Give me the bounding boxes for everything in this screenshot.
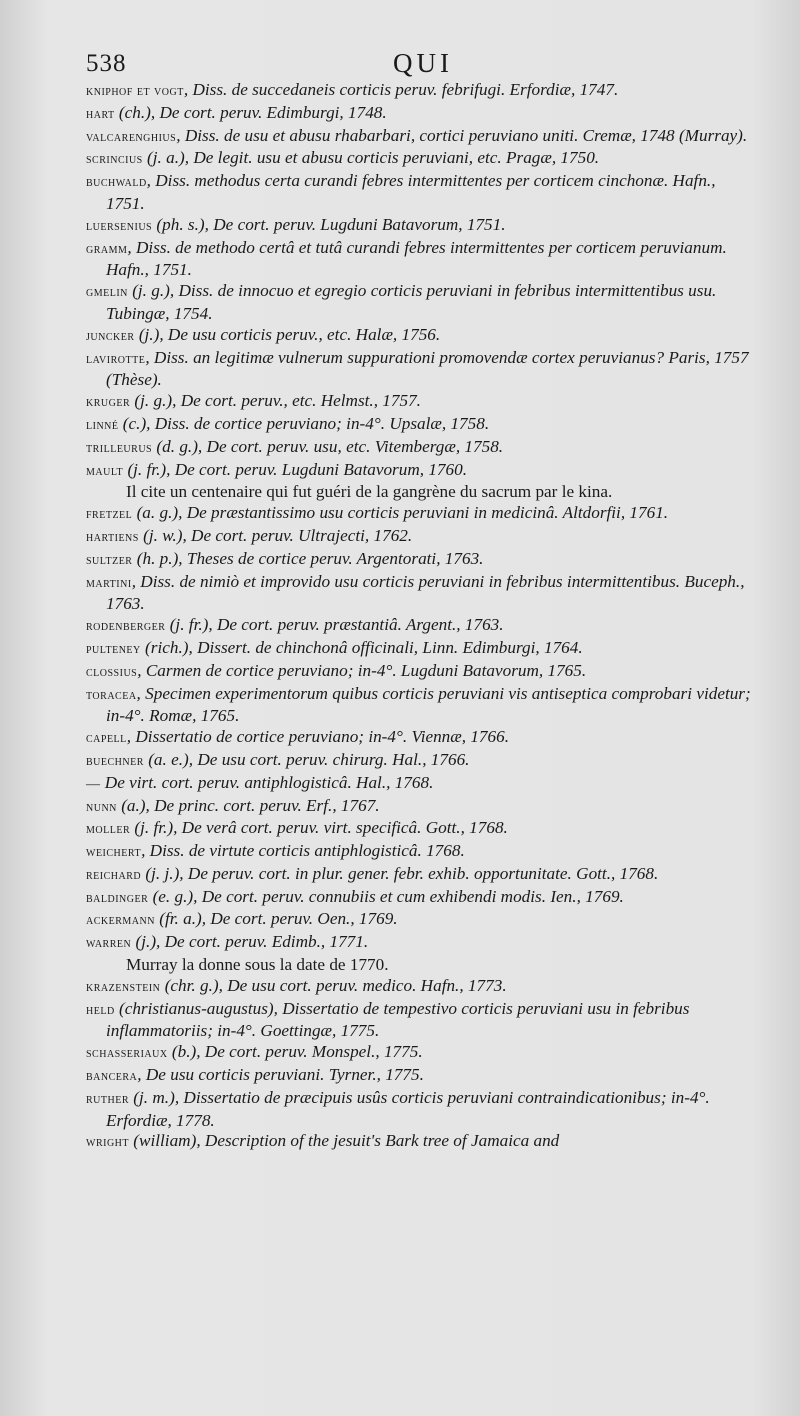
- entry-text: (ch.), De cort. peruv. Edimburgi, 1748.: [114, 102, 387, 122]
- entry-text: (c.), Diss. de cortice peruviano; in-4°. Upsalæ, 1758.: [118, 413, 490, 433]
- page-header: [86, 44, 760, 84]
- page-number: 538: [86, 50, 127, 77]
- entry-author: mault: [86, 463, 124, 479]
- running-head: QUI: [393, 48, 453, 78]
- entry-text: (ph. s.), De cort. peruv. Lugduni Batavorum, 1751.: [152, 214, 506, 234]
- entry-author: kniphof et vogt: [86, 84, 184, 99]
- entry-author: warren: [86, 936, 132, 952]
- entry-author: trilleurus: [86, 440, 153, 456]
- entry-author: ruther: [86, 1091, 129, 1107]
- entry-author: weichert: [86, 845, 142, 861]
- bibliography-entry: [86, 932, 758, 955]
- entry-text: (j. w.), De cort. peruv. Ultrajecti, 1762.: [138, 525, 413, 545]
- bibliography-list: [86, 80, 758, 1154]
- entry-author: bancera: [86, 1069, 138, 1085]
- bibliography-entry: [86, 80, 758, 103]
- bibliography-entry: [86, 909, 758, 932]
- entry-text: , Dissertatio de cortice peruviano; in-4°. Viennæ, 1766.: [126, 727, 510, 747]
- bibliography-entry: [86, 171, 758, 215]
- bibliography-entry: [86, 818, 758, 841]
- entry-author: toracea: [86, 687, 137, 703]
- entry-text: , Carmen de cortice peruviano; in-4°. Lugduni Batavorum, 1765.: [137, 660, 587, 680]
- entry-author: moller: [86, 822, 131, 838]
- entry-author: martini: [86, 575, 132, 591]
- entry-text: (j. fr.), De cort. peruv. Lugduni Batavorum, 1760.: [123, 459, 468, 479]
- bibliography-entry: [86, 750, 758, 773]
- entry-author: hartiens: [86, 529, 139, 545]
- entry-text: (j. fr.), De cort. peruv. præstantiâ. Argent., 1763.: [165, 615, 504, 635]
- entry-text: (b.), De cort. peruv. Monspel., 1775.: [167, 1042, 423, 1062]
- bibliography-entry: [86, 437, 758, 460]
- entry-text: (j.), De cort. peruv. Edimb., 1771.: [131, 932, 369, 952]
- entry-text: , Diss. de virtute corticis antiphlogisticâ. 1768.: [141, 841, 465, 861]
- entry-author: wright: [86, 1135, 129, 1151]
- bibliography-entry: [86, 1042, 758, 1065]
- entry-text: (j. j.), De peruv. cort. in plur. gener. febr. exhib. opportunitate. Gott., 1768.: [141, 863, 659, 883]
- entry-author: pulteney: [86, 641, 141, 657]
- bibliography-entry: [86, 864, 758, 887]
- bibliography-entry: [86, 148, 758, 171]
- bibliography-entry: [86, 126, 758, 149]
- entry-text: (christianus-augustus), Dissertatio de tempestivo corticis peruviani usu in febribus inflammatoriis; in-4°. Goettingæ, 1775.: [106, 998, 690, 1041]
- entry-author: baldinger: [86, 890, 149, 906]
- entry-text: (rich.), Dissert. de chinchonâ officinali, Linn. Edimburgi, 1764.: [140, 637, 583, 657]
- entry-text: , Diss. de succedaneis corticis peruv. febrifugi. Erfordiæ, 1747.: [183, 80, 619, 99]
- bibliography-entry: [86, 281, 758, 325]
- entry-author: clossius: [86, 664, 138, 680]
- bibliography-entry: [86, 976, 758, 999]
- bibliography-entry: [86, 887, 758, 910]
- bibliography-entry: [86, 391, 758, 414]
- entry-text: , Diss. de methodo certâ et tutâ curandi febres intermittentes per corticem peruvianum. Hafn., 1751.: [106, 237, 727, 280]
- entry-text: (a.), De princ. cort. peruv. Erf., 1767.: [116, 795, 380, 815]
- bibliography-entry: [86, 1088, 758, 1132]
- bibliography-entry: [86, 572, 758, 616]
- entry-author: fretzel: [86, 507, 133, 523]
- entry-text: (h. p.), Theses de cortice peruv. Argentorati, 1763.: [132, 548, 484, 568]
- bibliography-entry: [86, 727, 758, 750]
- bibliography-entry: [86, 684, 758, 728]
- bibliography-entry: [86, 841, 758, 864]
- entry-text: , Diss. an legitimæ vulnerum suppurationi promovendæ cortex peruvianus? Paris, 1757 (Thèse).: [106, 347, 749, 390]
- entry-text: , Diss. methodus certa curandi febres intermittentes per corticem cinchonæ. Hafn., 1751.: [106, 171, 716, 213]
- entry-note: Murray la donne sous la date de 1770.: [126, 955, 389, 975]
- entry-text: , Specimen experimentorum quibus corticis peruviani vis antiseptica comprobari videtur; in-4°. Romæ, 1765.: [106, 683, 751, 726]
- entry-text: (j.), De usu corticis peruv., etc. Halæ, 1756.: [134, 324, 441, 344]
- bibliography-entry: [86, 238, 758, 282]
- bibliography-entry: [86, 549, 758, 572]
- entry-text: (william), Description of the jesuit's Bark tree of Jamaica and: [129, 1131, 560, 1151]
- entry-author: luersenius: [86, 218, 153, 234]
- bibliography-entry: [86, 773, 758, 796]
- entry-text: (j. fr.), De verâ cort. peruv. virt. specificâ. Gott., 1768.: [130, 818, 508, 838]
- bibliography-entry: [86, 348, 758, 392]
- bibliography-entry: [86, 325, 758, 348]
- entry-text: (j. a.), De legit. usu et abusu corticis peruviani, etc. Pragæ, 1750.: [142, 148, 600, 168]
- bibliography-entry: [86, 215, 758, 238]
- entry-text: , Diss. de usu et abusu rhabarbari, cortici peruviano uniti. Cremæ, 1748 (Murray).: [176, 125, 748, 145]
- entry-author: scrincius: [86, 152, 143, 168]
- entry-author: ackermann: [86, 913, 155, 929]
- entry-author: nunn: [86, 799, 117, 815]
- bibliography-entry: [86, 414, 758, 437]
- entry-text: (a. g.), De præstantissimo usu corticis peruviani in medicinâ. Altdorfii, 1761.: [132, 503, 669, 523]
- entry-author: held: [86, 1002, 115, 1018]
- entry-author: buechner: [86, 753, 144, 769]
- entry-author: rodenberger: [86, 619, 166, 635]
- entry-author: schasseriaux: [86, 1046, 168, 1062]
- entry-text: , Diss. de nimiò et improvido usu corticis peruviani in febribus intermittentibus. Buceph., 1763.: [106, 571, 745, 614]
- entry-author: krazenstein: [86, 979, 161, 995]
- entry-author: juncker: [86, 328, 135, 344]
- bibliography-entry: [86, 1065, 758, 1088]
- entry-author: kruger: [86, 395, 131, 411]
- entry-author: gmelin: [86, 285, 128, 301]
- bibliography-entry: [86, 796, 758, 819]
- entry-author: gramm: [86, 241, 128, 257]
- entry-author: valcarenghius: [86, 129, 177, 145]
- entry-author: reichard: [86, 867, 142, 883]
- bibliography-entry: [86, 526, 758, 549]
- entry-text: De virt. cort. peruv. antiphlogisticâ. Hal., 1768.: [100, 772, 434, 792]
- entry-text: , De usu corticis peruviani. Tyrner., 1775.: [137, 1065, 424, 1085]
- entry-text: (e. g.), De cort. peruv. connubiis et cum exhibendi modis. Ien., 1769.: [148, 886, 624, 906]
- entry-author: capell: [86, 731, 127, 747]
- entry-note: Il cite un centenaire qui fut guéri de la gangrène du sacrum par le kina.: [126, 482, 613, 502]
- entry-author: —: [86, 776, 101, 792]
- entry-text: (j. m.), Dissertatio de præcipuis usûs corticis peruviani contraindicationibus; in-4°. Erfordiæ, 1778.: [106, 1087, 710, 1130]
- bibliography-entry: [86, 638, 758, 661]
- entry-text: (a. e.), De usu cort. peruv. chirurg. Hal., 1766.: [143, 749, 470, 769]
- entry-text: (chr. g.), De usu cort. peruv. medico. Hafn., 1773.: [160, 975, 507, 995]
- bibliography-entry: [86, 460, 758, 483]
- bibliography-entry: [86, 999, 758, 1043]
- bibliography-entry: [86, 503, 758, 526]
- entry-author: linné: [86, 417, 119, 433]
- entry-text: (fr. a.), De cort. peruv. Oen., 1769.: [154, 909, 398, 929]
- entry-author: buchwald: [86, 175, 147, 191]
- entry-text: (j. g.), Diss. de innocuo et egregio corticis peruviani in febribus intermittentibus usu. Tubingæ, 1754.: [106, 281, 717, 323]
- bibliography-entry: [86, 615, 758, 638]
- entry-text: (j. g.), De cort. peruv., etc. Helmst., 1757.: [130, 391, 421, 411]
- entry-author: hart: [86, 106, 115, 122]
- entry-author: lavirotte: [86, 351, 146, 367]
- entry-text: (d. g.), De cort. peruv. usu, etc. Vitembergæ, 1758.: [152, 436, 504, 456]
- bibliography-entry: [86, 103, 758, 126]
- bibliography-entry: [86, 1131, 758, 1154]
- entry-author: sultzer: [86, 552, 133, 568]
- bibliography-entry: [86, 661, 758, 684]
